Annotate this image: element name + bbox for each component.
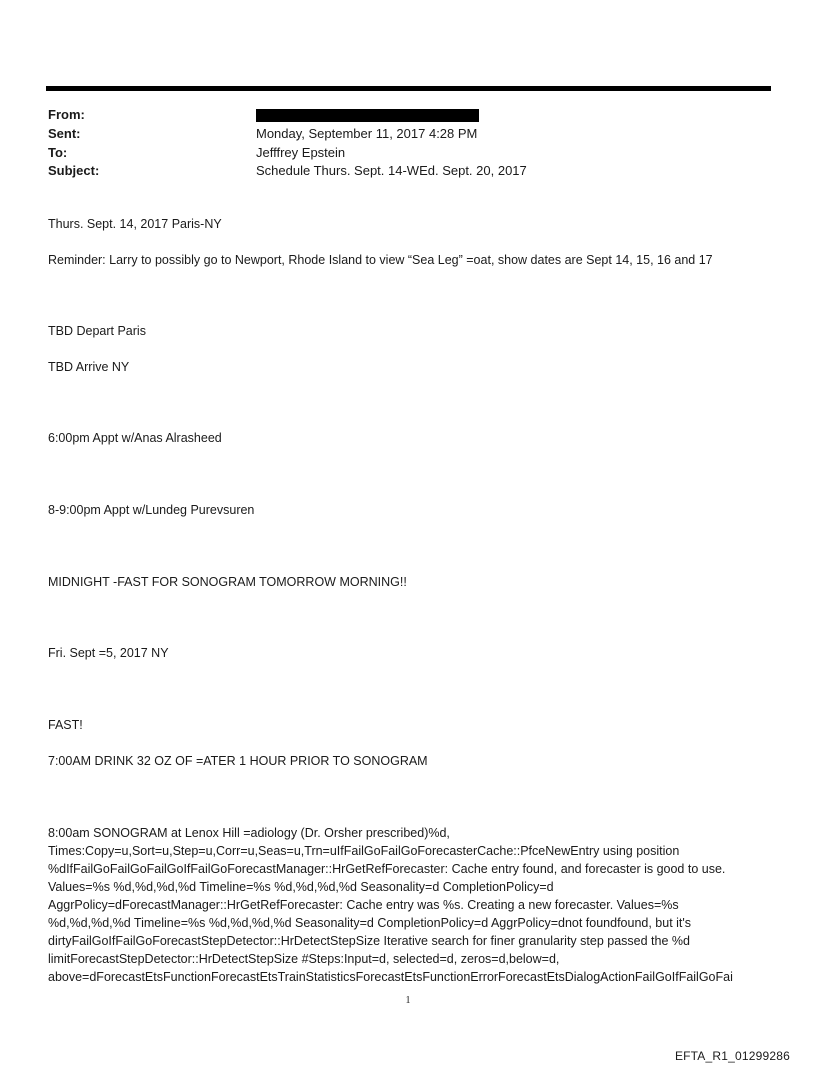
- body-sonogram-block: [48, 824, 773, 986]
- sent-label: Sent:: [48, 126, 81, 141]
- block-line: %dIfFailGoFailGoFailGoIfFailGoForecastManager::HrGetRefForecaster: Cache entry found, and forecaster is good to use.: [48, 862, 726, 876]
- block-line: Times:Copy=u,Sort=u,Step=u,Corr=u,Seas=u,Trn=uIfFailGoFailGoForecasterCache::PfceNewEntry using position: [48, 844, 680, 858]
- block-line: 8:00am SONOGRAM at Lenox Hill =adiology (Dr. Orsher prescribed)%d,: [48, 826, 450, 840]
- header-rule: [46, 86, 771, 91]
- body-drink: 7:00AM DRINK 32 OZ OF =ATER 1 HOUR PRIOR TO SONOGRAM: [48, 754, 428, 768]
- body-reminder: Reminder: Larry to possibly go to Newport, Rhode Island to view “Sea Leg” =oat, show dates are Sept 14, 15, 16 and 17: [48, 253, 713, 267]
- body-appt-2: 8-9:00pm Appt w/Lundeg Purevsuren: [48, 503, 255, 517]
- to-label: To:: [48, 145, 68, 160]
- body-depart: TBD Depart Paris: [48, 324, 146, 338]
- block-line: AggrPolicy=dForecastManager::HrGetRefForecaster: Cache entry was %s. Creating a new forecaster. Values=%s: [48, 898, 679, 912]
- bates-number: EFTA_R1_01299286: [674, 1049, 790, 1063]
- body-appt-1: 6:00pm Appt w/Anas Alrasheed: [48, 431, 222, 445]
- sent-value: Monday, September 11, 2017 4:28 PM: [256, 126, 478, 141]
- body-arrive: TBD Arrive NY: [48, 360, 130, 374]
- body-fast: FAST!: [48, 718, 83, 732]
- to-value: Jefffrey Epstein: [256, 145, 346, 160]
- body-midnight: MIDNIGHT -FAST FOR SONOGRAM TOMORROW MORNING!!: [48, 575, 407, 589]
- redaction-bar: [256, 109, 479, 122]
- body-line-date-1: Thurs. Sept. 14, 2017 Paris-NY: [48, 217, 222, 231]
- block-line: %d,%d,%d,%d Timeline=%s %d,%d,%d,%d Seasonality=d CompletionPolicy=d AggrPolicy=dnot foundfound, but it's: [48, 916, 692, 930]
- subject-label: Subject:: [48, 163, 100, 178]
- block-line: above=dForecastEtsFunctionForecastEtsTrainStatisticsForecastEtsFunctionErrorForecastEtsDialogActionFailGoIfFailGoFai: [48, 970, 733, 984]
- page-number: 1: [405, 995, 411, 1006]
- subject-value: Schedule Thurs. Sept. 14-WEd. Sept. 20, 2017: [256, 163, 527, 178]
- block-line: dirtyFailGoIfFailGoForecastStepDetector::HrDetectStepSize Iterative search for finer granularity step passed the %d: [48, 934, 690, 948]
- block-line: Values=%s %d,%d,%d,%d Timeline=%s %d,%d,%d,%d Seasonality=d CompletionPolicy=d: [48, 880, 554, 894]
- block-line: limitForecastStepDetector::HrDetectStepSize #Steps:Input=d, selected=d, zeros=d,below=d,: [48, 952, 560, 966]
- body-line-date-2: Fri. Sept =5, 2017 NY: [48, 646, 169, 660]
- from-label: From:: [48, 107, 85, 122]
